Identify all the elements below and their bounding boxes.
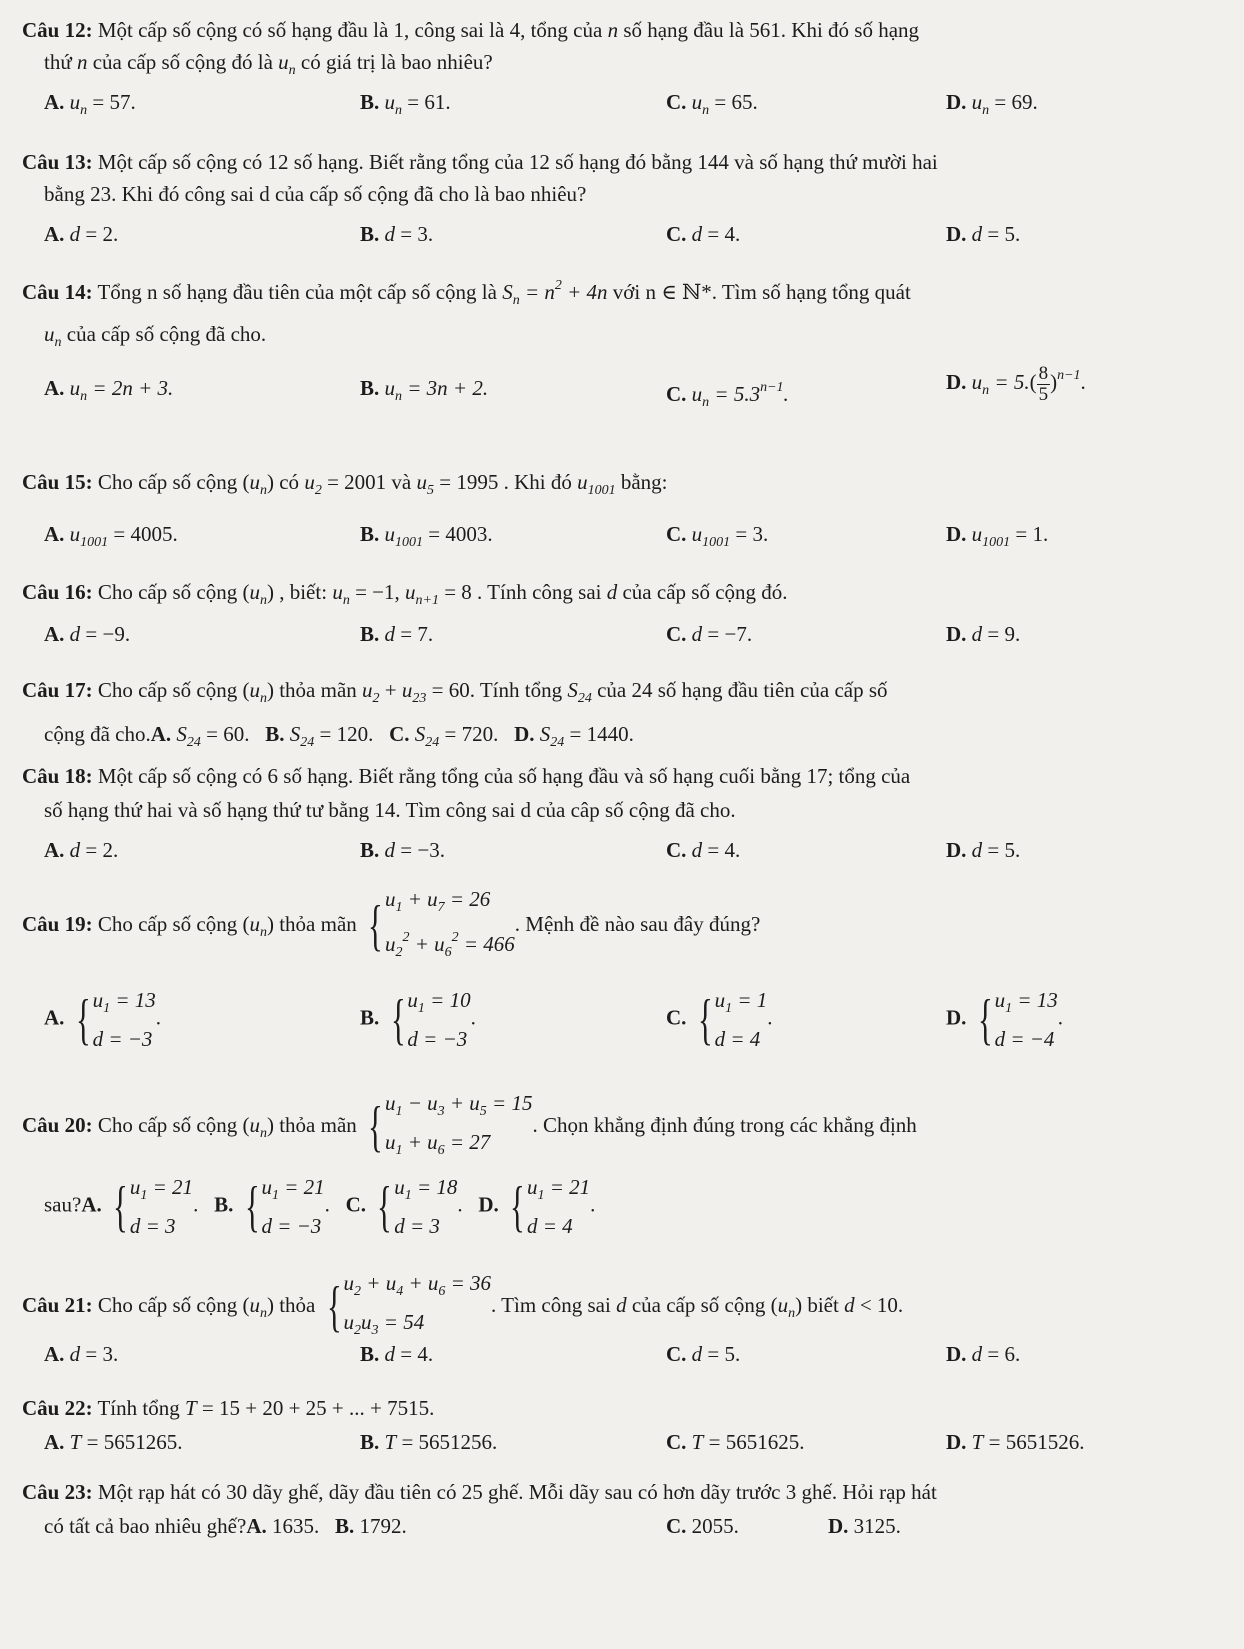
question-13: Câu 13: Một cấp số cộng có 12 số hạng. Biết rằng tổng của 12 số hạng đó bằng 144 và số hạng thứ mười hai: [22, 150, 938, 174]
q18-option-b[interactable]: B. d = −3.: [360, 838, 445, 862]
question-23: Câu 23: Một rạp hát có 30 dãy ghế, dãy đầu tiên có 25 ghế. Mỗi dãy sau có hơn dãy trước 3 ghế. Hỏi rạp hát: [22, 1480, 937, 1504]
q21-option-b[interactable]: B. d = 4.: [360, 1342, 434, 1366]
q18-option-d[interactable]: D. d = 5.: [946, 838, 1021, 862]
q14-option-a[interactable]: A. $u_n = 2n + 3$.: [44, 376, 174, 404]
q14-option-d[interactable]: D. $u_n = 5$.( $\frac{8}{5}$ )$^{n-1}$.: [946, 362, 1086, 405]
q19-option-d[interactable]: D. { $u_1 = 13$ d = −4 .: [946, 988, 1063, 1051]
question-22: Câu 22: Tính tổng T = 15 + 20 + 25 + ... + 7515.: [22, 1396, 435, 1420]
q13-option-d[interactable]: D. d = 5.: [946, 222, 1021, 246]
q15-option-a[interactable]: A. $u_{1001} = 4005$.: [44, 522, 178, 550]
q23-option-d[interactable]: D. 3125.: [828, 1514, 901, 1538]
question-label: Câu 12:: [22, 18, 93, 42]
question-16: Câu 16: Cho cấp số cộng $(u_n)$ , biết: $u_n = -1$, $u_{n+1} = 8$ . Tính công sai d của cấp số cộng đó.: [22, 580, 788, 608]
question-15: Câu 15: Cho cấp số cộng $(u_n)$ có $u_2 = 2001$ và $u_5 = 1995$ . Khi đó $u_{1001}$ bằng:: [22, 470, 668, 498]
q15-option-b[interactable]: B. $u_{1001} = 4003$.: [360, 522, 493, 550]
q22-option-c[interactable]: C. T = 5651625.: [666, 1430, 805, 1454]
q22-option-a[interactable]: A. T = 5651265.: [44, 1430, 183, 1454]
q21-option-a[interactable]: A. d = 3.: [44, 1342, 119, 1366]
question-18: Câu 18: Một cấp số cộng có 6 số hạng. Biết rằng tổng của số hạng đầu và số hạng cuối bằng 17; tổng của: [22, 764, 911, 788]
q12-option-b[interactable]: B. $u_n = 61$.: [360, 90, 451, 118]
question-23-line2: có tất cả bao nhiêu ghế?A. 1635. B. 1792.: [44, 1514, 407, 1538]
q16-option-a[interactable]: A. d = −9.: [44, 622, 131, 646]
q18-option-a[interactable]: A. d = 2.: [44, 838, 119, 862]
q12-option-d[interactable]: D. $u_n = 69$.: [946, 90, 1038, 118]
q15-option-d[interactable]: D. $u_{1001} = 1$.: [946, 522, 1049, 550]
q12-option-c[interactable]: C. $u_n = 65$.: [666, 90, 758, 118]
q12-option-a[interactable]: A. $u_n = 57$.: [44, 90, 136, 118]
question-21: Câu 21: Cho cấp số cộng $(u_n)$ thỏa { $u_2 + u_4 + u_6 = 36$ $u_2u_3 = 54$ . Tìm công sai d của cấp số cộng $(u_n)$ biết d < 10.: [22, 1271, 904, 1338]
question-13-line2: bằng 23. Khi đó công sai d của cấp số cộng đã cho là bao nhiêu?: [44, 182, 587, 206]
q20-option-a[interactable]: { $u_1 = 21$ d = 3: [113, 1175, 194, 1238]
question-20-options: sau?A. { $u_1 = 21$ d = 3 . B. { $u_1 = 21$ d = −3 . C. { $u_1 = 18$ d = 3 . D. { $u_1 = 21$ d = 4 .: [44, 1172, 595, 1241]
q20-option-c[interactable]: { $u_1 = 18$ d = 3: [377, 1175, 458, 1238]
q21-option-d[interactable]: D. d = 6.: [946, 1342, 1021, 1366]
q19-option-c[interactable]: C. { $u_1 = 1$ d = 4 .: [666, 988, 773, 1051]
q23-option-c[interactable]: C. 2055.: [666, 1514, 739, 1538]
question-19: Câu 19: Cho cấp số cộng $(u_n)$ thỏa mãn { $u_1 + u_7 = 26$ $u_2^2 + u_6^2 = 466$ . Mệnh đề nào sau đây đúng?: [22, 884, 760, 968]
q13-option-b[interactable]: B. d = 3.: [360, 222, 434, 246]
q22-option-b[interactable]: B. T = 5651256.: [360, 1430, 498, 1454]
q13-option-c[interactable]: C. d = 4.: [666, 222, 741, 246]
question-18-line2: số hạng thứ hai và số hạng thứ tư bằng 14. Tìm công sai d của câp số cộng đã cho.: [44, 798, 736, 822]
q14-option-b[interactable]: B. $u_n = 3n + 2$.: [360, 376, 489, 404]
q13-option-a[interactable]: A. d = 2.: [44, 222, 119, 246]
q20-option-b[interactable]: { $u_1 = 21$ d = −3: [244, 1175, 325, 1238]
q21-option-c[interactable]: C. d = 5.: [666, 1342, 741, 1366]
q19-option-b[interactable]: B. { $u_1 = 10$ d = −3 .: [360, 988, 476, 1051]
q15-option-c[interactable]: C. $u_{1001} = 3$.: [666, 522, 769, 550]
q16-option-d[interactable]: D. d = 9.: [946, 622, 1021, 646]
question-20: Câu 20: Cho cấp số cộng $(u_n)$ thỏa mãn { $u_1 - u_3 + u_5 = 15$ $u_1 + u_6 = 27$ . Chọn khẳng định đúng trong các khẳng định: [22, 1091, 917, 1158]
question-12-line2: thứ n của cấp số cộng đó là $u_n$ có giá trị là bao nhiêu?: [44, 50, 493, 78]
q20-option-d[interactable]: { $u_1 = 21$ d = 4: [510, 1175, 591, 1238]
question-14: Câu 14: Tổng n số hạng đầu tiên của một cấp số cộng là $S_n = n^2 + 4n$ với n ∈ ℕ*. Tìm số hạng tổng quát: [22, 278, 911, 308]
q22-option-d[interactable]: D. T = 5651526.: [946, 1430, 1085, 1454]
q18-option-c[interactable]: C. d = 4.: [666, 838, 741, 862]
question-17-line2: cộng đã cho.A. $S_{24} = 60$. B. $S_{24} = 120$. C. $S_{24} = 720$. D. $S_{24} = 1440$.: [44, 722, 634, 750]
question-12: Câu 12: Một cấp số cộng có số hạng đầu là 1, công sai là 4, tổng của n số hạng đầu là 561. Khi đó số hạng: [22, 18, 920, 42]
question-14-line2: $u_n$ của cấp số cộng đã cho.: [44, 322, 267, 350]
q14-option-c[interactable]: C. $u_n = 5.3^{n-1}$.: [666, 380, 789, 410]
q16-option-b[interactable]: B. d = 7.: [360, 622, 434, 646]
equation-system: { $u_1 + u_7 = 26$ $u_2^2 + u_6^2 = 466$: [368, 887, 515, 960]
q16-option-c[interactable]: C. d = −7.: [666, 622, 753, 646]
question-17: Câu 17: Cho cấp số cộng $(u_n)$ thỏa mãn $u_2 + u_{23} = 60$. Tính tổng $S_{24}$ của 24 số hạng đầu tiên của cấp số: [22, 678, 888, 706]
q19-option-a[interactable]: A. { $u_1 = 13$ d = −3 .: [44, 988, 161, 1051]
